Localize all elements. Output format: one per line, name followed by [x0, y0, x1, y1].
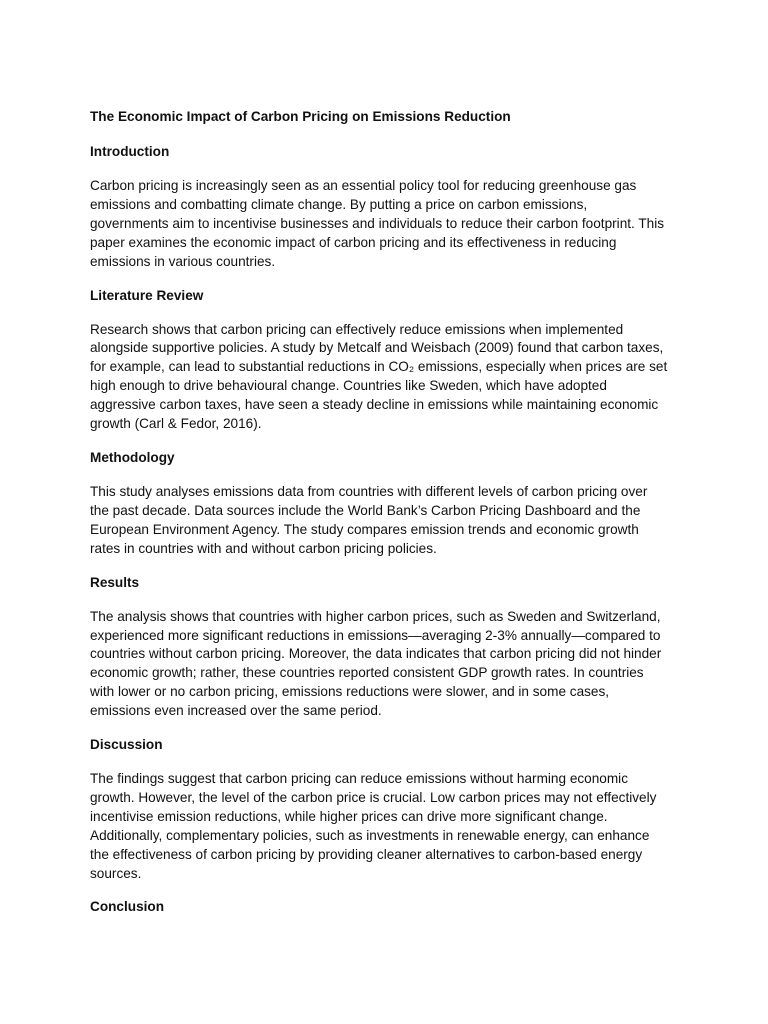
paragraph-line: emissions in various countries. [90, 253, 276, 269]
section-heading: Literature Review [90, 287, 204, 303]
paragraph-line: growth (Carl & Fedor, 2016). [90, 416, 262, 432]
paragraph-line: growth. However, the level of the carbon price is crucial. Low carbon prices may not effectively [90, 789, 657, 805]
paragraph-line: high enough to drive behavioural change. Countries like Sweden, which have adopted [90, 378, 607, 394]
paragraph-line: paper examines the economic impact of carbon pricing and its effectiveness in reducing [90, 234, 617, 250]
paragraph-line: sources. [90, 865, 142, 881]
paragraph-line: the past decade. Data sources include the World Bank’s Carbon Pricing Dashboard and the [90, 502, 641, 518]
section-paragraph [90, 483, 690, 559]
paragraph-line: Carbon pricing is increasingly seen as an essential policy tool for reducing greenhouse gas [90, 178, 637, 193]
paragraph-line: experienced more significant reductions in emissions—averaging 2-3% annually—compared to [90, 627, 661, 643]
section-heading: Introduction [90, 144, 170, 159]
paragraph-line: emissions even increased over the same period. [90, 703, 382, 719]
paragraph-line: emissions and combatting climate change. By putting a price on carbon emissions, [90, 196, 588, 212]
paragraph-line: This study analyses emissions data from countries with different levels of carbon pricing over [90, 483, 648, 499]
paragraph-line: for example, can lead to substantial reductions in CO₂ emissions, especially when prices are set [90, 359, 668, 375]
paragraph-line: alongside supportive policies. A study by Metcalf and Weisbach (2009) found that carbon taxes, [90, 340, 664, 356]
section-paragraph [90, 770, 690, 883]
paragraph-line: the effectiveness of carbon pricing by providing cleaner alternatives to carbon-based energy [90, 846, 643, 862]
paragraph-line: rates in countries with and without carbon pricing policies. [90, 540, 437, 556]
paragraph-line: The analysis shows that countries with higher carbon prices, such as Sweden and Switzerland, [90, 608, 661, 624]
paragraph-line: economic growth; rather, these countries reported consistent GDP growth rates. In countries [90, 665, 644, 681]
paragraph-line: incentivise emission reductions, while higher prices can drive more significant change. [90, 808, 608, 824]
section-paragraph [90, 177, 690, 272]
paragraph-line: The findings suggest that carbon pricing can reduce emissions without harming economic [90, 771, 628, 787]
section-paragraph [90, 321, 690, 434]
paragraph-line: aggressive carbon taxes, have seen a steady decline in emissions while maintaining economic [90, 397, 659, 413]
section-paragraph [90, 608, 690, 721]
section-heading: Discussion [90, 737, 163, 753]
section-heading: Conclusion [90, 899, 165, 915]
document-body [90, 143, 690, 916]
paragraph-line: Additionally, complementary policies, such as investments in renewable energy, can enhance [90, 827, 650, 843]
paragraph-line: countries without carbon pricing. Moreover, the data indicates that carbon pricing did not hinder [90, 646, 662, 662]
document-page [90, 108, 690, 932]
paragraph-line: European Environment Agency. The study compares emission trends and economic growth [90, 521, 639, 537]
paragraph-line: with lower or no carbon pricing, emissions reductions were slower, and in some cases, [90, 684, 610, 700]
paragraph-line: Research shows that carbon pricing can effectively reduce emissions when implemented [90, 321, 624, 337]
document-title: The Economic Impact of Carbon Pricing on Emissions Reduction [90, 109, 511, 124]
section-heading: Results [90, 574, 140, 590]
paragraph-line: governments aim to incentivise businesses and individuals to reduce their carbon footprint. This [90, 215, 665, 231]
section-heading: Methodology [90, 449, 175, 465]
